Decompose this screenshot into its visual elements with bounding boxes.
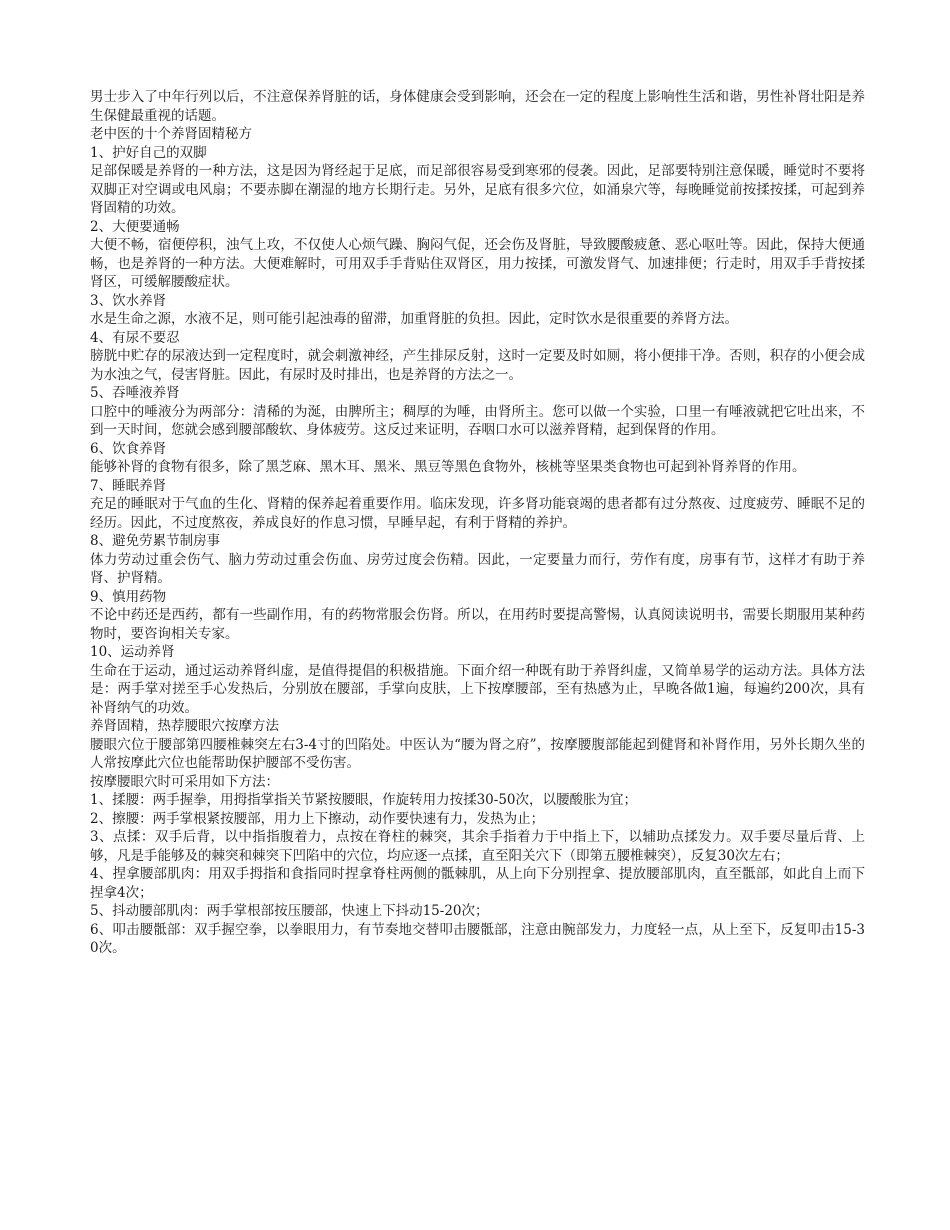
section-body: 能够补肾的食物有很多，除了黑芝麻、黑木耳、黑米、黑豆等黑色食物外，核桃等坚果类食物也可起到补肾养肾的作用。: [90, 459, 806, 475]
method-item: 4、捏拿腰部肌肉：用双手拇指和食指同时捏拿脊柱两侧的骶棘肌，从上向下分别捏拿、提放腰部肌肉，直至骶部，如此自上而下捏拿4次；: [90, 866, 865, 901]
section-body: 体力劳动过重会伤气、脑力劳动过重会伤血、房劳过度会伤精。因此，一定要量力而行，劳作有度，房事有节，这样才有助于养肾、护肾精。: [90, 551, 865, 586]
method-item: 5、抖动腰部肌肉：两手掌根部按压腰部，快速上下抖动15-20次；: [90, 903, 489, 919]
method-item: 6、叩击腰骶部：双手握空拳，以拳眼用力，有节奏地交替叩击腰骶部，注意由腕部发力，力度轻一点，从上至下，反复叩击15-30次。: [90, 921, 865, 956]
section-heading: 7、睡眠养肾: [90, 477, 167, 494]
section-body: 膀胱中贮存的尿液达到一定程度时，就会刺激神经，产生排尿反射，这时一定要及时如厕，将小便排干净。否则，积存的小便会成为水浊之气，侵害肾脏。因此，有尿时及时排出，也是养肾的方法之一。: [90, 348, 865, 383]
section-heading: 10、运动养肾: [90, 644, 175, 660]
document-body: [90, 88, 865, 958]
method-item: 3、点揉：双手后背，以中指指腹着力，点按在脊柱的棘突，其余手指着力于中指上下，以辅助点揉发力。双手要尽量后背、上够，凡是手能够及的棘突和棘突下凹陷中的穴位，均应逐一点揉，直至阳关穴下（即第五腰椎棘突），反复30次左右；: [90, 829, 865, 864]
section-heading: 3、饮水养肾: [90, 292, 167, 309]
section-heading: 4、有尿不要忍: [90, 329, 180, 346]
section-heading: 6、饮食养肾: [90, 440, 167, 457]
massage-title: 养肾固精，热荐腰眼穴按摩方法: [90, 718, 279, 734]
section-heading: 2、大便要通畅: [90, 218, 180, 235]
section-heading: 8、避免劳累节制房事: [90, 533, 221, 549]
intro-paragraph: 男士步入了中年行列以后，不注意保养肾脏的话，身体健康会受到影响，还会在一定的程度上影响性生活和谐，男性补肾壮阳是养生保健最重视的话题。: [90, 89, 865, 124]
massage-intro: 腰眼穴位于腰部第四腰椎棘突左右3-4寸的凹陷处。中医认为“腰为肾之府”，按摩腰腹部能起到健肾和补肾作用，另外长期久坐的人常按摩此穴位也能帮助保护腰部不受伤害。: [90, 736, 865, 771]
section-body: 足部保暖是养肾的一种方法，这是因为肾经起于足底，而足部很容易受到寒邪的侵袭。因此，足部要特别注意保暖，睡觉时不要将双脚正对空调或电风扇；不要赤脚在潮湿的地方长期行走。另外，足底有很多穴位，如涌泉穴等，每晚睡觉前按揉按揉，可起到养肾固精的功效。: [90, 163, 865, 216]
section-body: 大便不畅，宿便停积，浊气上攻，不仅使人心烦气躁、胸闷气促，还会伤及肾脏，导致腰酸疲惫、恶心呕吐等。因此，保持大便通畅，也是养肾的一种方法。大便难解时，可用双手手背贴住双肾区，用力按揉，可激发肾气、加速排便；行走时，用双手手背按揉肾区，可缓解腰酸症状。: [90, 237, 865, 290]
section-body: 不论中药还是西药，都有一些副作用，有的药物常服会伤肾。所以，在用药时要提高警惕，认真阅读说明书，需要长期服用某种药物时，要咨询相关专家。: [90, 607, 865, 642]
method-item: 2、擦腰：两手掌根紧按腰部，用力上下擦动，动作要快速有力，发热为止；: [90, 810, 545, 827]
section-body: 口腔中的唾液分为两部分：清稀的为涎，由脾所主；稠厚的为唾，由肾所主。您可以做一个实验，口里一有唾液就把它吐出来，不到一天时间，您就会感到腰部酸软、身体疲劳。这反过来证明，吞咽口水可以滋养肾精，起到保肾的作用。: [90, 403, 865, 438]
method-item: 1、揉腰：两手握拳，用拇指掌指关节紧按腰眼，作旋转用力按揉30-50次，以腰酸胀为宜；: [90, 792, 638, 808]
massage-lead: 按摩腰眼穴时可采用如下方法：: [90, 773, 279, 790]
article-title: 老中医的十个养肾固精秘方: [90, 126, 252, 142]
section-heading: 9、慎用药物: [90, 588, 167, 605]
section-heading: 1、护好自己的双脚: [90, 144, 207, 161]
section-heading: 5、吞唾液养肾: [90, 385, 180, 401]
section-body: 水是生命之源，水液不足，则可能引起浊毒的留滞，加重肾脏的负担。因此，定时饮水是很重要的养肾方法。: [90, 311, 738, 327]
section-body: 生命在于运动，通过运动养肾纠虚，是值得提倡的积极措施。下面介绍一种既有助于养肾纠虚，又简单易学的运动方法。具体方法是：两手掌对搓至手心发热后，分别放在腰部，手掌向皮肤，上下按摩腰部，至有热感为止，早晚各做1遍，每遍约200次，具有补肾纳气的功效。: [90, 662, 865, 716]
section-body: 充足的睡眠对于气血的生化、肾精的保养起着重要作用。临床发现，许多肾功能衰竭的患者都有过分熬夜、过度疲劳、睡眠不足的经历。因此，不过度熬夜，养成良好的作息习惯，早睡早起，有利于肾精的养护。: [90, 496, 865, 531]
